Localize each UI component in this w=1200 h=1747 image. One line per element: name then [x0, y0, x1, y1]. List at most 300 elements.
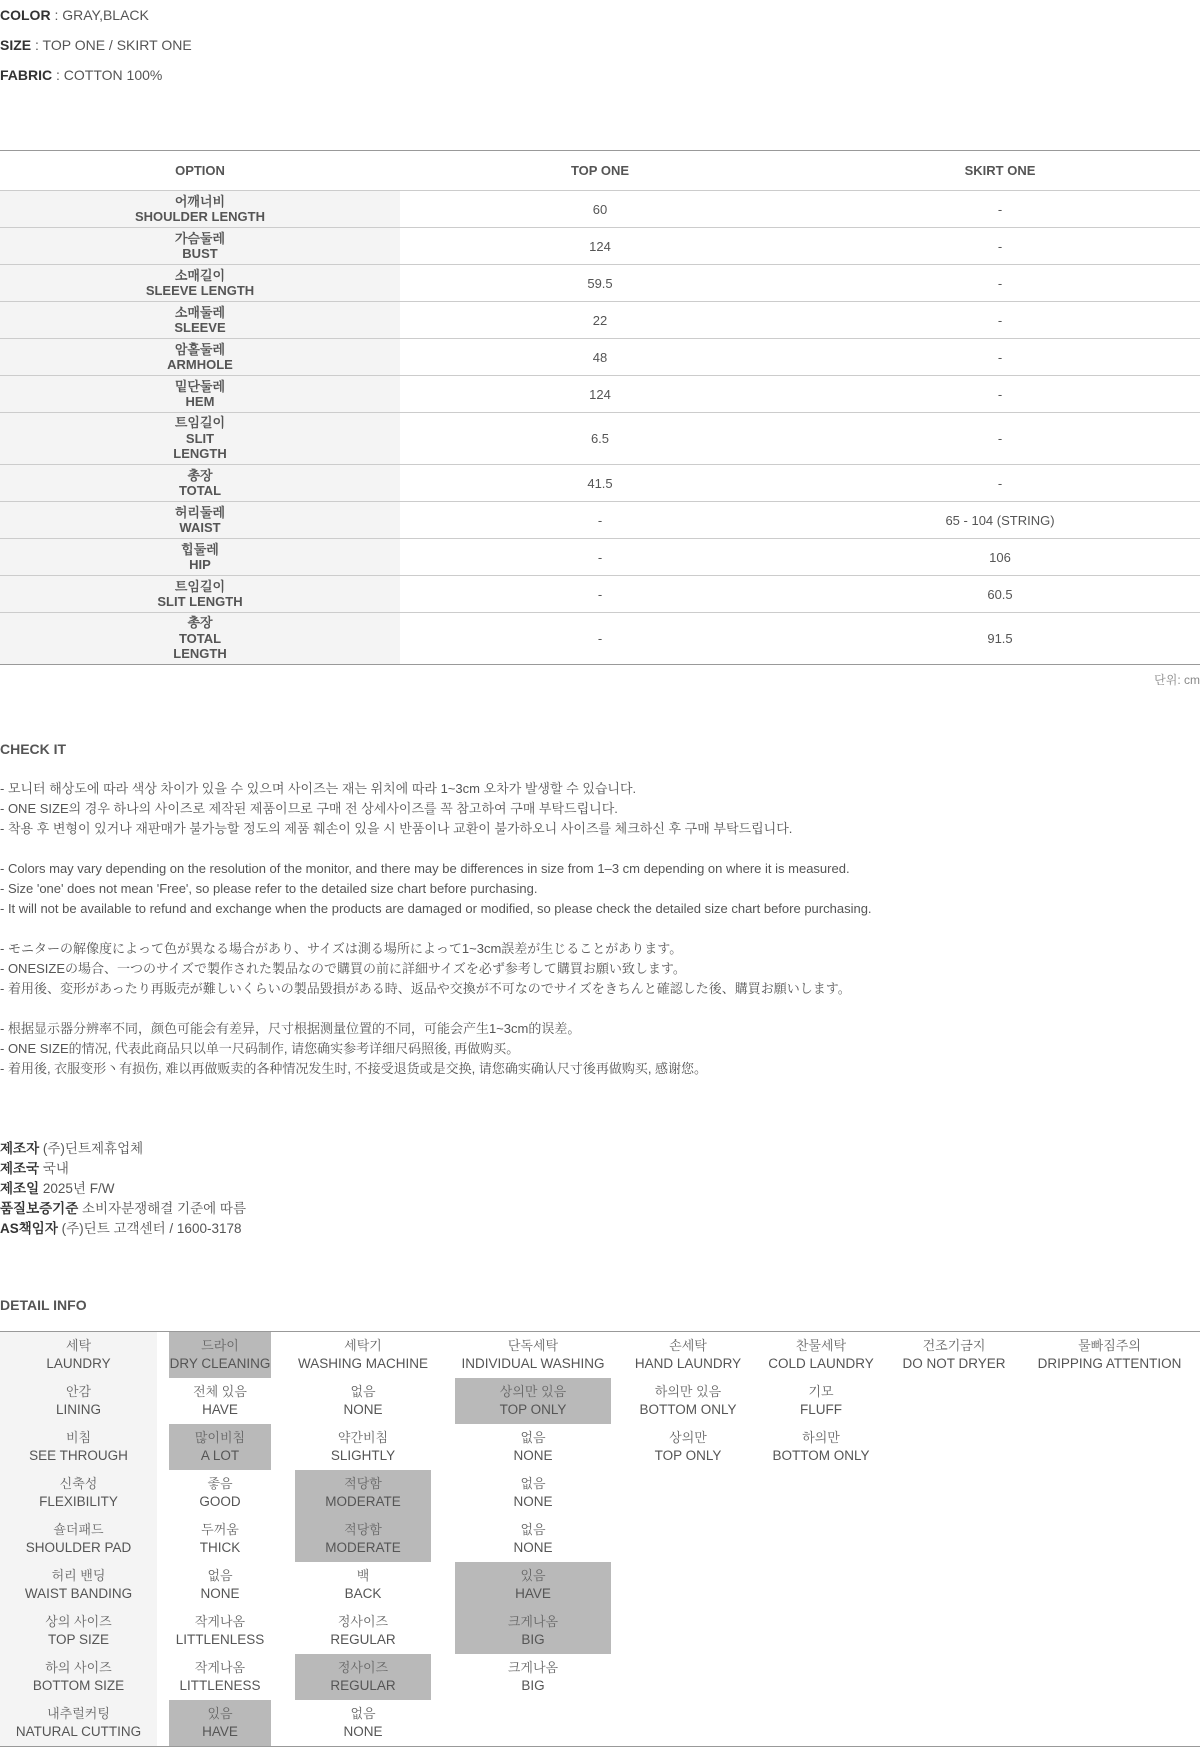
top-value: 41.5	[400, 465, 800, 502]
header-skirt-one: SKIRT ONE	[800, 151, 1200, 191]
detail-option-ko: 드라이	[201, 1338, 239, 1353]
detail-cell	[443, 1332, 623, 1379]
detail-option-ko: 물빠짐주의	[1078, 1338, 1141, 1353]
detail-option	[443, 1654, 623, 1700]
detail-label-ko: 숄더패드	[53, 1522, 104, 1537]
detail-option-ko: 단독세탁	[507, 1338, 559, 1353]
option-en: SLEEVE	[174, 320, 226, 335]
size-table	[0, 150, 1200, 665]
detail-option-ko: 없음	[350, 1384, 376, 1399]
size-table-header	[0, 151, 1200, 191]
detail-row	[0, 1562, 1200, 1608]
maker-label: 제조일	[0, 1181, 40, 1196]
note-group	[0, 779, 1200, 839]
detail-option-en: BIG	[521, 1678, 545, 1693]
maker-label: 제조국	[0, 1161, 40, 1176]
detail-option-ko: 작게나옴	[194, 1660, 246, 1675]
skirt-value: -	[800, 228, 1200, 265]
maker-label: AS책임자	[0, 1221, 58, 1236]
option-cell	[0, 265, 400, 302]
table-row	[0, 413, 1200, 465]
detail-option-en: HAVE	[202, 1724, 238, 1739]
option-ko: 총장	[187, 615, 213, 631]
detail-cell	[283, 1700, 443, 1747]
detail-option-selected	[455, 1378, 611, 1424]
maker-value: (주)딘트 고객센터 / 1600-3178	[57, 1221, 242, 1236]
top-value: 60	[400, 191, 800, 228]
detail-option-ko: 적당함	[344, 1522, 382, 1537]
detail-cell	[623, 1470, 753, 1516]
detail-table	[0, 1331, 1200, 1747]
table-row	[0, 502, 1200, 539]
detail-option-ko: 작게나옴	[194, 1614, 246, 1629]
option-en: HEM	[185, 394, 215, 409]
detail-cell	[753, 1424, 889, 1470]
detail-option-en: HAND LAUNDRY	[634, 1356, 742, 1371]
maker-value: 2025년 F/W	[39, 1181, 115, 1196]
detail-cell	[623, 1332, 753, 1379]
detail-option-en: HAVE	[515, 1586, 551, 1601]
top-value: -	[400, 502, 800, 539]
detail-label-en: LAUNDRY	[46, 1356, 111, 1371]
table-row	[0, 465, 1200, 502]
maker-value: (주)딘트제휴업체	[39, 1141, 144, 1156]
maker-value: 소비자분쟁해결 기준에 따름	[78, 1201, 246, 1216]
detail-option-ko: 많이비침	[194, 1430, 246, 1445]
top-value: 124	[400, 376, 800, 413]
detail-label	[0, 1516, 157, 1562]
detail-cell	[623, 1562, 753, 1608]
detail-option-ko: 상의만 있음	[499, 1384, 567, 1399]
detail-option-en: LITTLENESS	[179, 1678, 261, 1693]
maker-row	[0, 1199, 1200, 1219]
detail-option	[443, 1470, 623, 1516]
detail-option	[753, 1424, 889, 1470]
option-ko: 트임길이	[174, 415, 226, 431]
detail-option-en: A LOT	[200, 1448, 240, 1463]
detail-cell	[1019, 1378, 1200, 1424]
option-en: SLIT LENGTH	[173, 430, 227, 462]
detail-label-en: TOP SIZE	[47, 1632, 110, 1647]
detail-option-selected	[169, 1700, 271, 1746]
detail-cell	[889, 1378, 1019, 1424]
option-cell	[0, 502, 400, 539]
detail-cell	[753, 1332, 889, 1379]
detail-cell	[623, 1700, 753, 1747]
detail-label-ko: 세탁	[65, 1338, 92, 1353]
option-en: WAIST	[179, 520, 221, 535]
check-it-title: CHECK IT	[0, 741, 67, 757]
detail-option-ko: 기모	[808, 1384, 834, 1399]
note-line: - ONE SIZE의 경우 하나의 사이즈로 제작된 제품이므로 구매 전 상세사이즈를 꼭 참고하여 구매 부탁드립니다.	[0, 801, 618, 816]
note-group	[0, 859, 1200, 919]
detail-label-en: BOTTOM SIZE	[32, 1678, 125, 1693]
detail-cell	[623, 1654, 753, 1700]
detail-option-ko: 없음	[207, 1568, 233, 1583]
skirt-value: 60.5	[800, 576, 1200, 613]
detail-option	[283, 1608, 443, 1654]
detail-label-en: WAIST BANDING	[24, 1586, 133, 1601]
detail-cell	[623, 1516, 753, 1562]
detail-option-ko: 세탁기	[344, 1338, 382, 1353]
detail-cell	[753, 1700, 889, 1747]
detail-label-ko: 비침	[65, 1430, 92, 1445]
detail-cell	[1019, 1562, 1200, 1608]
table-row	[0, 339, 1200, 376]
top-value: -	[400, 539, 800, 576]
spec-size: SIZE : TOP ONE / SKIRT ONE	[0, 37, 192, 53]
detail-option-en: BOTTOM ONLY	[772, 1448, 870, 1463]
detail-cell	[1019, 1470, 1200, 1516]
option-ko: 힙둘레	[181, 541, 219, 557]
detail-cell	[753, 1470, 889, 1516]
detail-option	[157, 1654, 283, 1700]
detail-option-en: INDIVIDUAL WASHING	[461, 1356, 605, 1371]
detail-option-en: DRY CLEANING	[169, 1356, 271, 1371]
option-en: BUST	[182, 246, 218, 261]
detail-row	[0, 1424, 1200, 1470]
detail-cell	[889, 1654, 1019, 1700]
detail-option-selected	[169, 1332, 271, 1378]
detail-option-en: DRIPPING ATTENTION	[1037, 1356, 1182, 1371]
table-row	[0, 613, 1200, 665]
option-ko: 트임길이	[174, 578, 226, 594]
detail-option-ko: 있음	[520, 1568, 546, 1583]
detail-option-selected	[295, 1470, 431, 1516]
detail-option	[443, 1424, 623, 1470]
detail-option-selected	[169, 1424, 271, 1470]
detail-option	[157, 1470, 283, 1516]
option-cell	[0, 302, 400, 339]
top-value: -	[400, 613, 800, 665]
table-row	[0, 576, 1200, 613]
maker-label: 품질보증기준	[0, 1201, 79, 1216]
detail-cell	[443, 1470, 623, 1516]
detail-option-en: MODERATE	[325, 1494, 401, 1509]
spec-fabric: FABRIC : COTTON 100%	[0, 67, 163, 83]
detail-option-ko: 하의만	[802, 1430, 840, 1445]
maker-info	[0, 1139, 1200, 1239]
detail-info-title: DETAIL INFO	[0, 1297, 87, 1313]
detail-cell	[283, 1378, 443, 1424]
option-cell	[0, 613, 400, 665]
detail-cell	[623, 1378, 753, 1424]
detail-option	[623, 1332, 753, 1378]
option-ko: 어깨너비	[174, 193, 226, 209]
detail-label-ko: 하의 사이즈	[45, 1660, 112, 1675]
option-cell	[0, 413, 400, 465]
table-row	[0, 191, 1200, 228]
detail-option-ko: 건조기금지	[922, 1338, 986, 1353]
table-row	[0, 302, 1200, 339]
option-en: SLIT LENGTH	[157, 594, 243, 609]
note-line: - Colors may vary depending on the resolution of the monitor, and there may be differences in size from 1–3 cm depending on where it is measured.	[0, 861, 850, 876]
detail-option-ko: 백	[356, 1568, 370, 1583]
detail-option-en: BACK	[344, 1586, 382, 1601]
detail-cell	[1019, 1654, 1200, 1700]
maker-row	[0, 1179, 1200, 1199]
detail-option-en: COLD LAUNDRY	[768, 1356, 874, 1371]
option-cell	[0, 576, 400, 613]
detail-cell	[283, 1516, 443, 1562]
detail-option-en: LITTLENLESS	[175, 1632, 265, 1647]
note-line: - モニターの解像度によって色が異なる場合があり、サイズは測る場所によって1~3cm誤差が生じることがあります。	[0, 941, 683, 956]
detail-option	[443, 1332, 623, 1378]
top-value: 22	[400, 302, 800, 339]
top-value: 59.5	[400, 265, 800, 302]
detail-option	[283, 1378, 443, 1424]
detail-label-en: FLEXIBILITY	[39, 1494, 118, 1509]
detail-option-en: BIG	[521, 1632, 545, 1647]
detail-option-ko: 있음	[207, 1706, 233, 1721]
option-cell	[0, 191, 400, 228]
maker-row	[0, 1159, 1200, 1179]
table-row	[0, 265, 1200, 302]
detail-option-en: GOOD	[199, 1494, 241, 1509]
option-cell	[0, 539, 400, 576]
detail-cell	[157, 1516, 283, 1562]
detail-option-ko: 크게나옴	[507, 1614, 559, 1629]
detail-option-en: WASHING MACHINE	[297, 1356, 428, 1371]
detail-option-en: SLIGHTLY	[330, 1448, 396, 1463]
detail-row	[0, 1654, 1200, 1700]
detail-option	[1019, 1332, 1200, 1378]
detail-cell	[623, 1424, 753, 1470]
detail-option	[157, 1378, 283, 1424]
option-ko: 허리둘레	[174, 504, 226, 520]
option-en: SHOULDER LENGTH	[135, 209, 265, 224]
detail-option-selected	[455, 1562, 611, 1608]
skirt-value: 65 - 104 (STRING)	[800, 502, 1200, 539]
note-line: - ONESIZEの場合、一つのサイズで製作された製品なので購買の前に詳細サイズを必ず参考して購買お願い致します。	[0, 961, 686, 976]
header-top-one: TOP ONE	[400, 151, 800, 191]
detail-option-ko: 찬물세탁	[795, 1338, 847, 1353]
detail-cell	[889, 1470, 1019, 1516]
detail-option	[283, 1332, 443, 1378]
option-ko: 소매둘레	[174, 304, 226, 320]
detail-label-en: NATURAL CUTTING	[15, 1724, 142, 1739]
detail-option-en: DO NOT DRYER	[902, 1356, 1006, 1371]
detail-row	[0, 1470, 1200, 1516]
detail-cell	[157, 1470, 283, 1516]
detail-option-en: REGULAR	[330, 1632, 396, 1647]
detail-option-en: NONE	[343, 1724, 383, 1739]
note-group	[0, 939, 1200, 999]
detail-cell	[157, 1654, 283, 1700]
detail-cell	[283, 1654, 443, 1700]
detail-cell	[889, 1424, 1019, 1470]
detail-cell	[283, 1470, 443, 1516]
detail-cell	[157, 1424, 283, 1470]
detail-option-en: HAVE	[202, 1402, 238, 1417]
detail-cell	[443, 1608, 623, 1654]
option-cell	[0, 339, 400, 376]
detail-option-ko: 약간비침	[337, 1430, 389, 1445]
detail-option-selected	[455, 1608, 611, 1654]
option-ko: 밑단둘레	[174, 378, 226, 394]
detail-option-ko: 정사이즈	[337, 1660, 389, 1675]
detail-option-en: FLUFF	[800, 1402, 842, 1417]
detail-option-ko: 없음	[350, 1706, 376, 1721]
detail-cell	[753, 1608, 889, 1654]
check-notes	[0, 779, 1200, 1079]
detail-cell	[157, 1608, 283, 1654]
header-option: OPTION	[0, 151, 400, 191]
top-value: -	[400, 576, 800, 613]
detail-cell	[753, 1516, 889, 1562]
skirt-value: -	[800, 191, 1200, 228]
note-line: - ONE SIZE的情况, 代表此商品只以单一尺码制作, 请您确实参考详细尺码照後, 再做购买。	[0, 1041, 520, 1056]
option-en: HIP	[189, 557, 211, 572]
skirt-value: -	[800, 465, 1200, 502]
detail-option-en: NONE	[200, 1586, 240, 1601]
detail-cell	[157, 1332, 283, 1379]
detail-cell	[889, 1608, 1019, 1654]
detail-row	[0, 1332, 1200, 1379]
detail-cell	[443, 1424, 623, 1470]
detail-cell	[753, 1562, 889, 1608]
option-ko: 가슴둘레	[174, 230, 226, 246]
detail-cell	[283, 1608, 443, 1654]
detail-cell	[1019, 1608, 1200, 1654]
detail-label-en: SHOULDER PAD	[25, 1540, 132, 1555]
unit-label: 단위: cm	[1154, 673, 1200, 687]
detail-cell	[1019, 1424, 1200, 1470]
detail-option-ko: 두꺼움	[201, 1522, 239, 1537]
note-line: - 着用後、変形があったり再販売が難しいくらいの製品毀損がある時、返品や交換が不可なのでサイズをきちんと確認した後、購買お願いします。	[0, 981, 851, 996]
detail-option	[283, 1562, 443, 1608]
detail-cell	[753, 1654, 889, 1700]
detail-option-en: THICK	[199, 1540, 241, 1555]
option-cell	[0, 376, 400, 413]
detail-option-en: REGULAR	[330, 1678, 396, 1693]
detail-cell	[443, 1378, 623, 1424]
option-cell	[0, 465, 400, 502]
detail-cell	[283, 1424, 443, 1470]
detail-label-ko: 내추럴커팅	[47, 1706, 110, 1721]
detail-label-ko: 상의 사이즈	[45, 1614, 112, 1629]
note-group	[0, 1019, 1200, 1079]
option-en: TOTAL LENGTH	[173, 630, 227, 662]
detail-option	[157, 1608, 283, 1654]
note-line: - 根据显示器分辨率不同，颜色可能会有差异，尺寸根据测量位置的不同，可能会产生1~3cm的误差。	[0, 1021, 581, 1036]
table-row	[0, 228, 1200, 265]
detail-option-ko: 상의만	[669, 1430, 707, 1445]
detail-option	[753, 1332, 889, 1378]
detail-label	[0, 1470, 157, 1516]
detail-cell	[889, 1700, 1019, 1747]
detail-cell	[157, 1562, 283, 1608]
note-line: - Size 'one' does not mean 'Free', so please refer to the detailed size chart before purchasing.	[0, 881, 538, 896]
detail-option-selected	[295, 1516, 431, 1562]
detail-cell	[157, 1378, 283, 1424]
detail-row	[0, 1378, 1200, 1424]
maker-row	[0, 1139, 1200, 1159]
detail-cell	[443, 1654, 623, 1700]
detail-option-ko: 적당함	[344, 1476, 382, 1491]
product-spec	[0, 0, 1200, 90]
detail-option	[753, 1378, 889, 1424]
detail-cell	[443, 1562, 623, 1608]
detail-option	[889, 1332, 1019, 1378]
detail-cell	[623, 1608, 753, 1654]
detail-option-en: NONE	[513, 1540, 553, 1555]
detail-option-ko: 정사이즈	[337, 1614, 389, 1629]
detail-label-en: LINING	[55, 1402, 101, 1417]
skirt-value: -	[800, 339, 1200, 376]
detail-cell	[753, 1378, 889, 1424]
detail-option	[157, 1516, 283, 1562]
detail-option-ko: 없음	[520, 1476, 546, 1491]
option-cell	[0, 228, 400, 265]
detail-option-en: NONE	[343, 1402, 383, 1417]
note-line: - It will not be available to refund and exchange when the products are damaged or modified, so please check the detailed size chart before purchasing.	[0, 901, 872, 916]
detail-option-ko: 크게나옴	[507, 1660, 559, 1675]
spec-color: COLOR : GRAY,BLACK	[0, 7, 149, 23]
detail-option-ko: 전체 있음	[193, 1384, 247, 1399]
option-en: ARMHOLE	[167, 357, 233, 372]
option-ko: 암홀둘레	[174, 341, 226, 357]
detail-option-en: NONE	[513, 1494, 553, 1509]
detail-option-en: TOP ONLY	[499, 1402, 567, 1417]
detail-label	[0, 1608, 157, 1654]
detail-cell	[889, 1516, 1019, 1562]
detail-option-en: NONE	[513, 1448, 553, 1463]
detail-cell	[889, 1332, 1019, 1379]
detail-label	[0, 1562, 157, 1608]
detail-option-ko: 없음	[520, 1522, 546, 1537]
top-value: 6.5	[400, 413, 800, 465]
table-row	[0, 376, 1200, 413]
detail-label	[0, 1700, 157, 1747]
detail-cell	[157, 1700, 283, 1747]
detail-label	[0, 1332, 157, 1379]
detail-option-ko: 하의만 있음	[654, 1384, 722, 1399]
detail-cell	[283, 1332, 443, 1379]
detail-label	[0, 1654, 157, 1700]
detail-cell	[1019, 1700, 1200, 1747]
top-value: 48	[400, 339, 800, 376]
skirt-value: -	[800, 376, 1200, 413]
option-ko: 총장	[187, 467, 213, 483]
skirt-value: -	[800, 302, 1200, 339]
detail-option	[623, 1378, 753, 1424]
detail-row	[0, 1516, 1200, 1562]
detail-cell	[443, 1516, 623, 1562]
detail-cell	[443, 1700, 623, 1747]
skirt-value: 106	[800, 539, 1200, 576]
option-en: SLEEVE LENGTH	[145, 283, 255, 298]
detail-option-en: BOTTOM ONLY	[639, 1402, 737, 1417]
detail-option-ko: 손세탁	[669, 1338, 707, 1353]
detail-label-ko: 신축성	[59, 1476, 98, 1491]
detail-option	[283, 1424, 443, 1470]
detail-option-selected	[295, 1654, 431, 1700]
detail-row	[0, 1700, 1200, 1747]
detail-option-ko: 좋음	[207, 1476, 233, 1491]
skirt-value: 91.5	[800, 613, 1200, 665]
note-line: - 착용 후 변형이 있거나 재판매가 불가능할 정도의 제품 훼손이 있을 시 반품이나 교환이 불가하오니 사이즈를 체크하신 후 구매 부탁드립니다.	[0, 821, 793, 836]
detail-option-en: MODERATE	[325, 1540, 401, 1555]
top-value: 124	[400, 228, 800, 265]
table-row	[0, 539, 1200, 576]
detail-option	[623, 1424, 753, 1470]
detail-row	[0, 1608, 1200, 1654]
maker-row	[0, 1219, 1200, 1239]
skirt-value: -	[800, 413, 1200, 465]
option-ko: 소매길이	[174, 267, 226, 283]
detail-option	[443, 1516, 623, 1562]
